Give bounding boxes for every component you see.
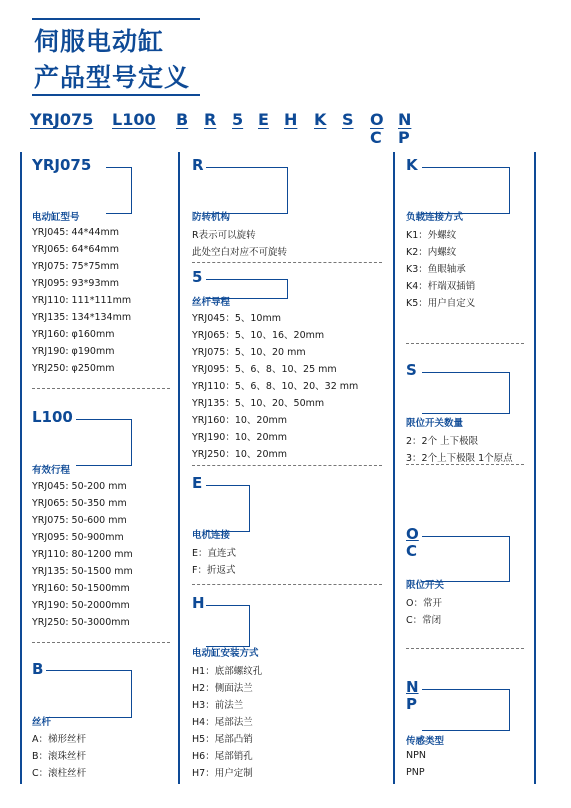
section-head-limit-o: O bbox=[406, 525, 419, 543]
separator-mid2 bbox=[393, 152, 395, 784]
list-item: K1：外螺纹 bbox=[406, 230, 457, 241]
code-mount: H bbox=[284, 110, 298, 129]
list-item: YRJ065: 64*64mm bbox=[32, 244, 119, 255]
divider bbox=[406, 343, 524, 344]
list-item: YRJ135：5、10、20、50mm bbox=[192, 398, 325, 409]
list-item: YRJ190：10、20mm bbox=[192, 432, 288, 443]
code-motor: E bbox=[258, 110, 269, 129]
list-item: YRJ075: 50-600 mm bbox=[32, 515, 127, 526]
section-head-load: K bbox=[406, 156, 418, 174]
separator-right bbox=[534, 152, 536, 784]
bracket-load bbox=[422, 167, 510, 214]
list-item: H5：尾部凸销 bbox=[192, 734, 253, 745]
list-item: YRJ075: 75*75mm bbox=[32, 261, 119, 272]
page-title-line2: 产品型号定义 bbox=[34, 63, 191, 92]
section-label-limit: 限位开关 bbox=[406, 580, 445, 591]
list-item: B：滚珠丝杆 bbox=[32, 751, 87, 762]
title-bottom-rule bbox=[32, 94, 200, 96]
section-head-mount: H bbox=[192, 594, 205, 612]
list-item: YRJ250: φ250mm bbox=[32, 363, 115, 374]
code-anti-rotation: R bbox=[204, 110, 217, 129]
list-item: YRJ065：5、10、16、20mm bbox=[192, 330, 325, 341]
list-item: YRJ190: φ190mm bbox=[32, 346, 115, 357]
list-item: YRJ250: 50-3000mm bbox=[32, 617, 130, 628]
list-item: YRJ160: φ160mm bbox=[32, 329, 115, 340]
section-head-stroke: L100 bbox=[32, 408, 73, 426]
code-limit-o: O bbox=[370, 110, 384, 129]
list-item: YRJ250：10、20mm bbox=[192, 449, 288, 460]
section-label-anti-rotation: 防转机构 bbox=[192, 212, 231, 223]
list-item: 2：2个 上下极限 bbox=[406, 436, 479, 447]
list-item: O：常开 bbox=[406, 598, 442, 609]
list-item: K2：内螺纹 bbox=[406, 247, 457, 258]
section-head-limit-qty: S bbox=[406, 361, 417, 379]
list-item: YRJ160: 50-1500mm bbox=[32, 583, 130, 594]
list-item: YRJ045：5、10mm bbox=[192, 313, 281, 324]
separator-left bbox=[20, 152, 22, 784]
section-head-sensor-p: P bbox=[406, 695, 417, 713]
code-lead: 5 bbox=[232, 110, 244, 129]
list-item: H7：用户定制 bbox=[192, 768, 253, 779]
bracket-limit-qty bbox=[422, 372, 510, 414]
code-yrj: YRJ075 bbox=[30, 110, 94, 129]
list-item: YRJ135: 134*134mm bbox=[32, 312, 132, 323]
list-item: H2：侧面法兰 bbox=[192, 683, 253, 694]
list-item: YRJ135: 50-1500 mm bbox=[32, 566, 133, 577]
code-stroke: L100 bbox=[112, 110, 156, 129]
code-limit-qty: S bbox=[342, 110, 354, 129]
section-label-limit-qty: 限位开关数量 bbox=[406, 418, 464, 429]
section-label-load: 负载连接方式 bbox=[406, 212, 464, 223]
bracket-sensor bbox=[422, 689, 510, 731]
section-head-motor: E bbox=[192, 474, 203, 492]
bracket-model bbox=[106, 167, 132, 214]
list-item: C：滚柱丝杆 bbox=[32, 768, 87, 779]
code-screw: B bbox=[176, 110, 189, 129]
bracket-anti-rotation bbox=[206, 167, 288, 214]
section-head-anti-rotation: R bbox=[192, 156, 204, 174]
section-head-lead: 5 bbox=[192, 268, 203, 286]
section-label-screw: 丝杆 bbox=[32, 717, 52, 728]
section-head-screw: B bbox=[32, 660, 44, 678]
section-label-sensor: 传感类型 bbox=[406, 736, 445, 747]
divider bbox=[32, 388, 170, 389]
list-item: H3：前法兰 bbox=[192, 700, 244, 711]
bracket-screw bbox=[46, 670, 132, 718]
list-item: F：折返式 bbox=[192, 565, 236, 576]
divider bbox=[406, 464, 524, 465]
divider bbox=[32, 642, 170, 643]
list-item: H4：尾部法兰 bbox=[192, 717, 253, 728]
list-item: PNP bbox=[406, 767, 425, 778]
list-item: YRJ110: 80-1200 mm bbox=[32, 549, 133, 560]
list-item: YRJ045: 44*44mm bbox=[32, 227, 119, 238]
section-label-stroke: 有效行程 bbox=[32, 465, 71, 476]
list-item: YRJ110: 111*111mm bbox=[32, 295, 132, 306]
code-sensor-p: P bbox=[398, 128, 410, 147]
list-item: E：直连式 bbox=[192, 548, 237, 559]
page-title-line1: 伺服电动缸 bbox=[34, 27, 165, 56]
list-item: NPN bbox=[406, 750, 426, 761]
list-item: R表示可以旋转 bbox=[192, 230, 256, 241]
divider bbox=[406, 648, 524, 649]
list-item: K3：鱼眼轴承 bbox=[406, 264, 466, 275]
list-item: YRJ045: 50-200 mm bbox=[32, 481, 127, 492]
list-item: YRJ075：5、10、20 mm bbox=[192, 347, 306, 358]
section-label-model: 电动缸型号 bbox=[32, 212, 80, 223]
section-label-lead: 丝杆导程 bbox=[192, 297, 231, 308]
code-sensor-n: N bbox=[398, 110, 412, 129]
list-item: YRJ160：10、20mm bbox=[192, 415, 288, 426]
list-item: YRJ065: 50-350 mm bbox=[32, 498, 127, 509]
code-load: K bbox=[314, 110, 327, 129]
bracket-motor bbox=[206, 485, 250, 532]
section-head-limit-c: C bbox=[406, 542, 418, 560]
section-head-sensor-n: N bbox=[406, 678, 419, 696]
model-code bbox=[30, 110, 420, 150]
title-top-rule bbox=[32, 18, 200, 20]
bracket-mount bbox=[206, 605, 250, 647]
list-item: C：常闭 bbox=[406, 615, 442, 626]
list-item: YRJ095：5、6、8、10、25 mm bbox=[192, 364, 337, 375]
bracket-stroke bbox=[76, 419, 132, 466]
section-label-mount: 电动缸安装方式 bbox=[192, 648, 259, 659]
list-item: A：梯形丝杆 bbox=[32, 734, 86, 745]
list-item: H6：尾部销孔 bbox=[192, 751, 253, 762]
section-label-motor: 电机连接 bbox=[192, 530, 231, 541]
code-limit-c: C bbox=[370, 128, 382, 147]
list-item: YRJ110：5、6、8、10、20、32 mm bbox=[192, 381, 359, 392]
separator-mid1 bbox=[178, 152, 180, 784]
list-item: YRJ190: 50-2000mm bbox=[32, 600, 130, 611]
list-item: K4：杆端双插销 bbox=[406, 281, 476, 292]
list-item: H1：底部螺纹孔 bbox=[192, 666, 263, 677]
list-item: 3：2个上下极限 1个原点 bbox=[406, 453, 513, 464]
list-item: YRJ095: 50-900mm bbox=[32, 532, 124, 543]
list-item: 此处空白对应不可旋转 bbox=[192, 247, 288, 258]
list-item: K5：用户自定义 bbox=[406, 298, 476, 309]
divider bbox=[192, 262, 382, 263]
bracket-limit bbox=[422, 536, 510, 582]
divider bbox=[192, 584, 382, 585]
divider bbox=[192, 465, 382, 466]
section-head-model: YRJ075 bbox=[32, 156, 92, 174]
list-item: YRJ095: 93*93mm bbox=[32, 278, 119, 289]
